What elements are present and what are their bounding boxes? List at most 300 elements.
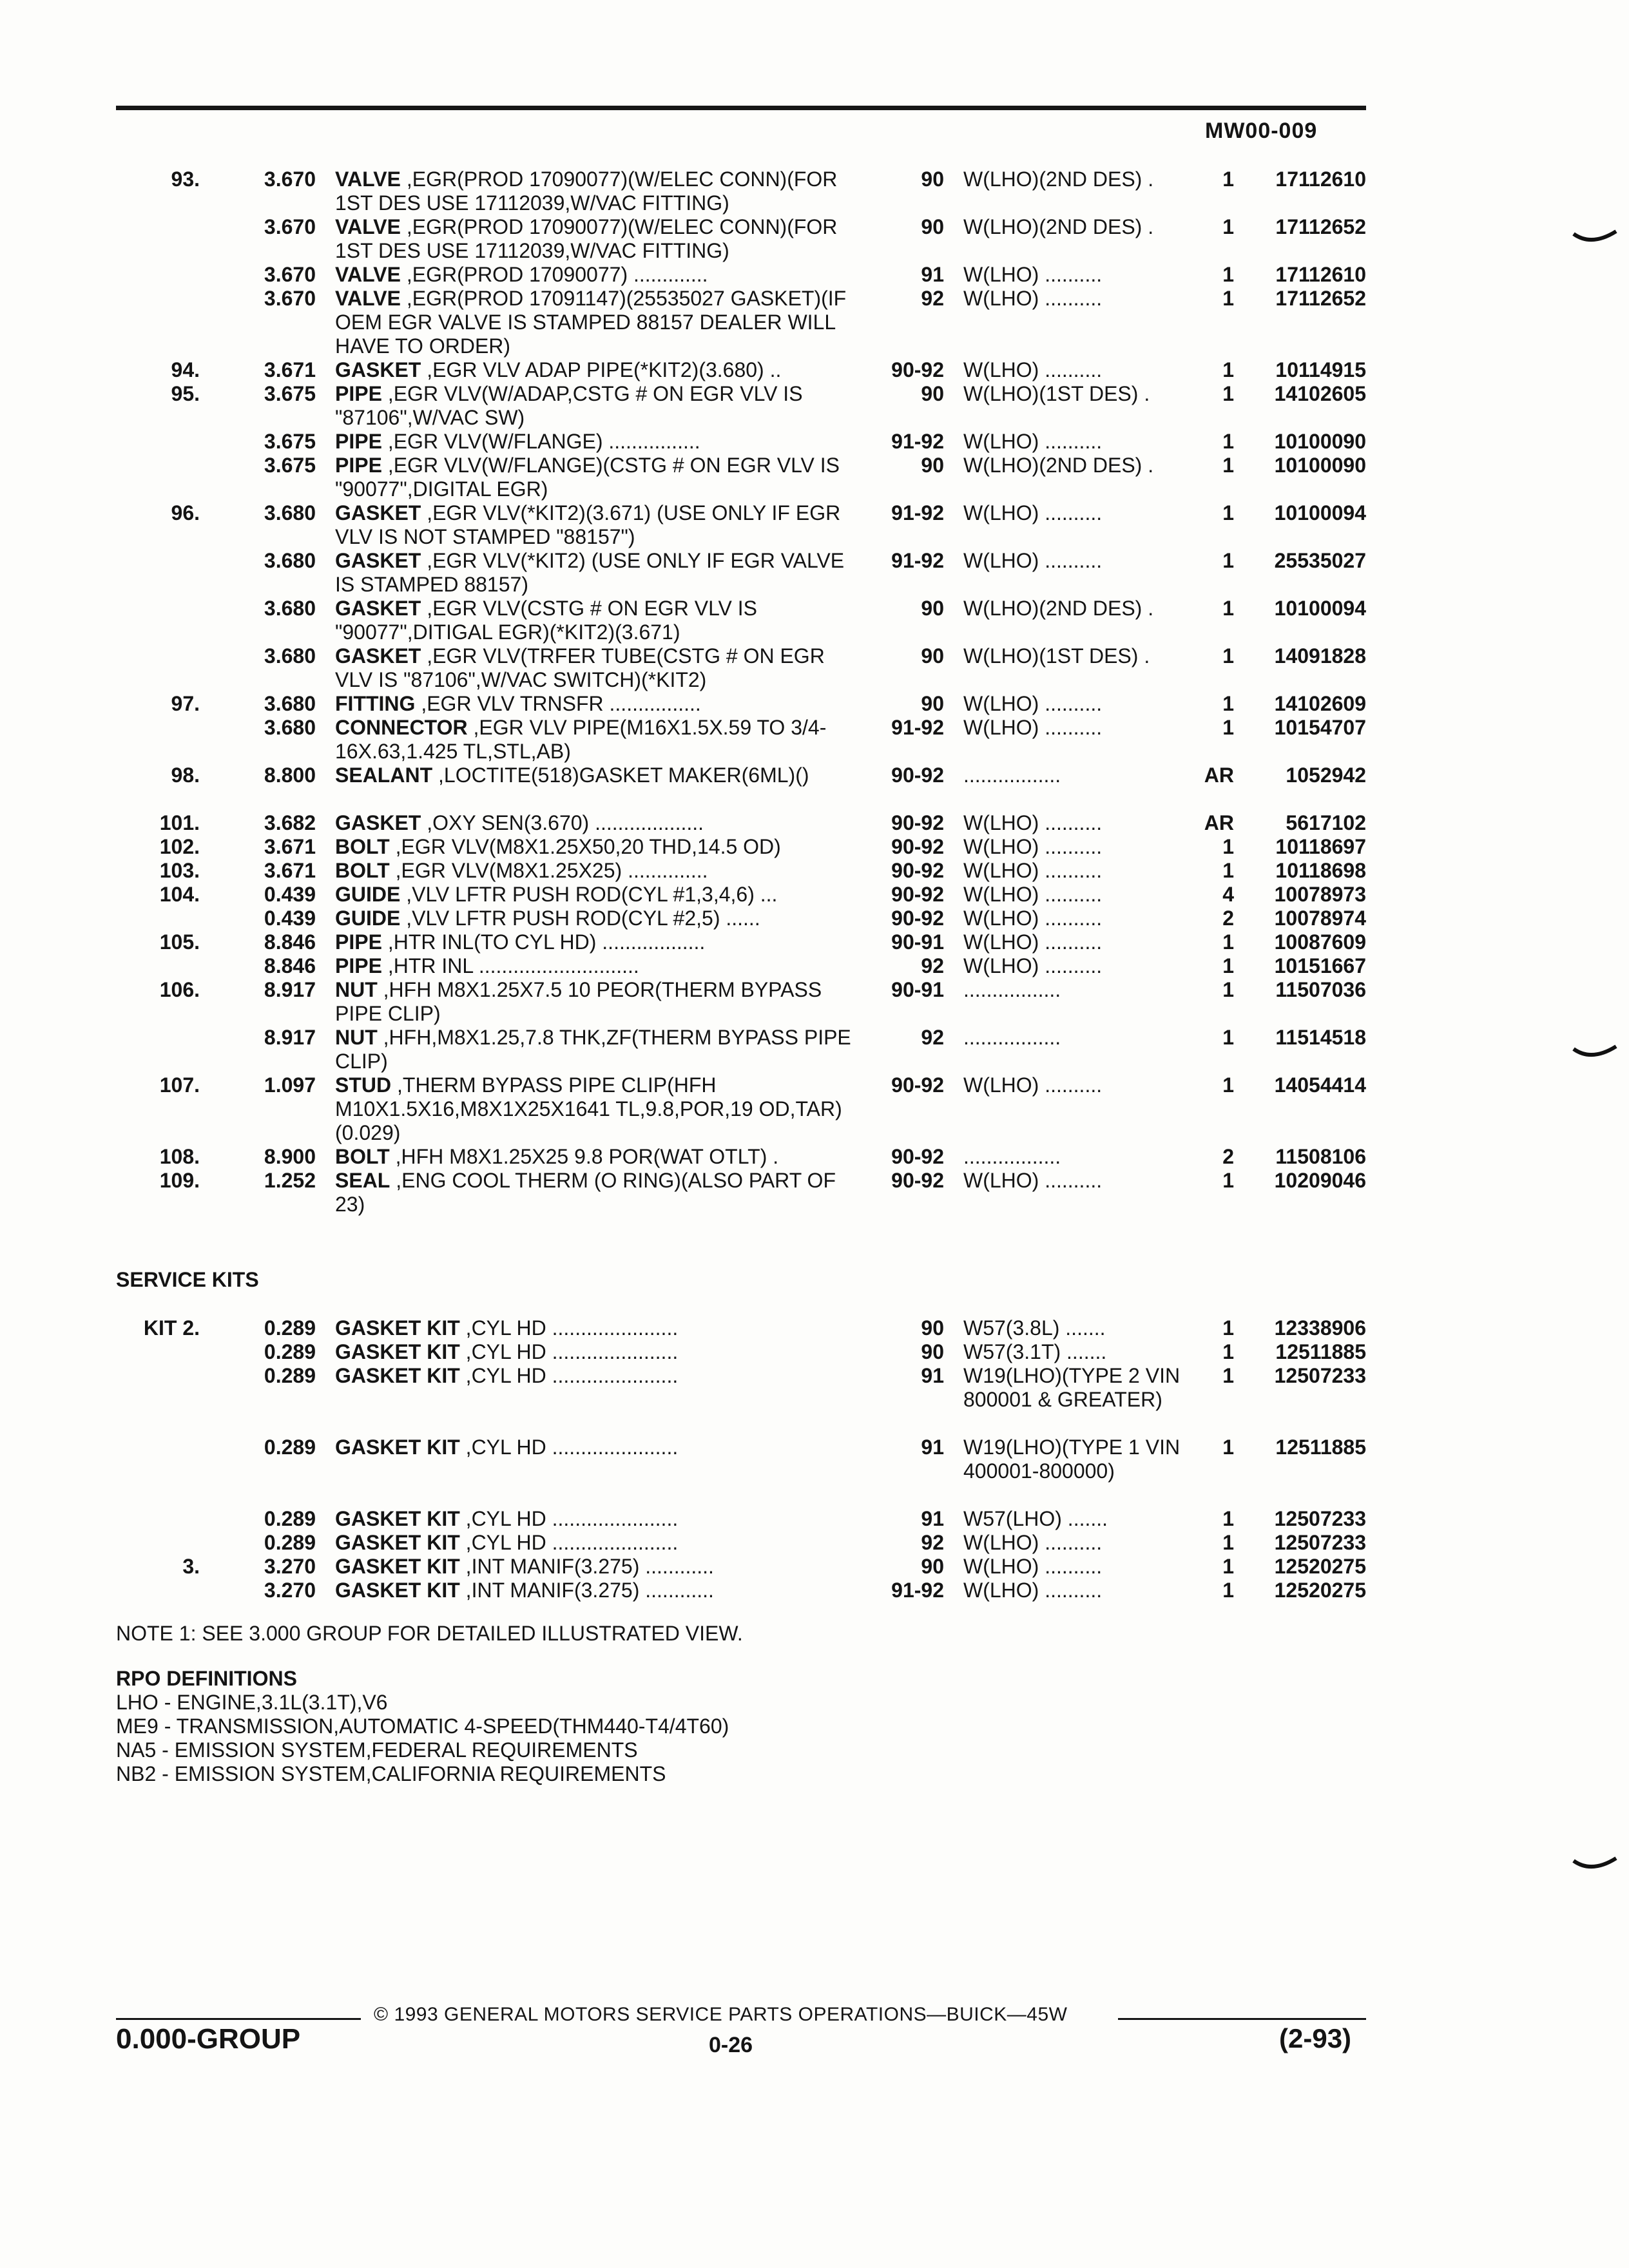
part-number: 10114915: [1275, 358, 1366, 381]
part-number: 10100090: [1274, 454, 1366, 477]
parts-row: [0, 430, 1629, 454]
footer-rule-left: [116, 2018, 361, 2020]
part-description: [335, 883, 863, 907]
ref-number: 104.: [159, 883, 200, 906]
part-description: [335, 1507, 863, 1531]
part-detail: ,EGR VLV(*KIT2) (USE ONLY IF EGR VALVE IS STAMPED 88157): [335, 549, 845, 596]
quantity: 2: [1222, 1145, 1234, 1168]
group-number: 1.097: [264, 1073, 316, 1097]
part-number: 14091828: [1274, 644, 1366, 668]
ref-number: 102.: [159, 835, 200, 858]
part-description: [335, 1340, 863, 1364]
part-name: VALVE: [335, 168, 401, 191]
part-detail: ,EGR VLV ADAP PIPE(*KIT2)(3.680) ..: [421, 358, 782, 381]
parts-row: [0, 644, 1629, 692]
part-name: BOLT: [335, 859, 390, 882]
parts-row: [0, 930, 1629, 954]
quantity: 1: [1222, 1436, 1234, 1459]
group-number: 3.680: [264, 644, 316, 668]
quantity: 2: [1222, 907, 1234, 930]
part-name: GASKET KIT: [335, 1555, 460, 1578]
model-years: 90: [921, 1316, 944, 1340]
group-number: 3.670: [264, 168, 316, 191]
usage-code: W(LHO)(1ST DES) .: [963, 644, 1150, 668]
group-number: 1.252: [264, 1169, 316, 1192]
usage-code: W(LHO) ..........: [963, 811, 1103, 834]
part-detail: ,HTR INL ............................: [381, 954, 639, 977]
top-rule: [116, 106, 1366, 110]
parts-row: [0, 1507, 1629, 1531]
parts-row: [0, 859, 1629, 883]
part-description: [335, 263, 863, 287]
quantity: 1: [1222, 716, 1234, 739]
group-number: 8.846: [264, 954, 316, 977]
usage-code: W(LHO) ..........: [963, 287, 1103, 310]
part-name: GASKET KIT: [335, 1531, 460, 1554]
part-name: GASKET KIT: [335, 1579, 460, 1602]
group-number: 0.289: [264, 1507, 316, 1530]
quantity: 1: [1222, 1364, 1234, 1387]
usage-code: W57(3.1T) .......: [963, 1340, 1107, 1363]
usage-code: W(LHO) ..........: [963, 1169, 1103, 1192]
model-years: 90: [921, 597, 944, 620]
part-description: [335, 835, 863, 859]
group-number: 3.675: [264, 430, 316, 453]
usage-code: W(LHO) ..........: [963, 358, 1103, 381]
part-name: GASKET KIT: [335, 1340, 460, 1363]
scan-mark: [1572, 229, 1617, 247]
part-description: [335, 215, 863, 263]
ref-number: 109.: [159, 1169, 200, 1192]
part-number: 12511885: [1275, 1436, 1366, 1459]
ref-number: 94.: [171, 358, 200, 381]
parts-row: [0, 1579, 1629, 1602]
part-number: 12511885: [1275, 1340, 1366, 1363]
part-name: VALVE: [335, 287, 401, 310]
quantity: 1: [1222, 1555, 1234, 1578]
ref-number: 3.: [182, 1555, 200, 1578]
group-number: 3.682: [264, 811, 316, 834]
part-name: PIPE: [335, 454, 382, 477]
model-years: 91-92: [891, 549, 944, 572]
usage-code: W(LHO) ..........: [963, 716, 1103, 739]
usage-code: W(LHO)(2ND DES) .: [963, 454, 1154, 477]
part-detail: ,THERM BYPASS PIPE CLIP(HFH M10X1.5X16,M8X1X25X1641 TL,9.8,POR,19 OD,TAR)(0.029): [335, 1073, 842, 1144]
parts-row: [0, 501, 1629, 549]
part-description: [335, 978, 863, 1026]
model-years: 90-92: [891, 859, 944, 882]
usage-code: W(LHO) ..........: [963, 930, 1103, 954]
part-detail: ,INT MANIF(3.275) ............: [459, 1579, 714, 1602]
model-years: 90: [921, 215, 944, 238]
part-description: [335, 454, 863, 501]
model-years: 91-92: [891, 430, 944, 453]
part-detail: ,EGR VLV(W/FLANGE)(CSTG # ON EGR VLV IS "90077",DIGITAL EGR): [335, 454, 840, 501]
model-years: 92: [921, 287, 944, 310]
part-detail: ,OXY SEN(3.670) ...................: [421, 811, 704, 834]
model-years: 90-92: [891, 1073, 944, 1097]
part-name: FITTING: [335, 692, 416, 715]
group-number: 3.670: [264, 263, 316, 286]
part-number: 10118697: [1275, 835, 1366, 858]
quantity: 4: [1222, 883, 1234, 906]
part-number: 10209046: [1274, 1169, 1366, 1192]
quantity: 1: [1222, 1531, 1234, 1554]
parts-row: [0, 287, 1629, 358]
usage-code: W(LHO)(2ND DES) .: [963, 597, 1154, 620]
quantity: 1: [1222, 859, 1234, 882]
quantity: AR: [1204, 811, 1234, 834]
part-number: 10100094: [1274, 597, 1366, 620]
parts-row: [0, 1073, 1629, 1145]
parts-row: [0, 883, 1629, 907]
quantity: 1: [1222, 549, 1234, 572]
part-number: 11507036: [1275, 978, 1366, 1001]
ref-number: 106.: [159, 978, 200, 1001]
part-name: NUT: [335, 1026, 378, 1049]
part-detail: ,CYL HD ......................: [459, 1364, 679, 1387]
rpo-title: RPO DEFINITIONS: [116, 1667, 297, 1690]
parts-row: [0, 358, 1629, 382]
part-detail: ,CYL HD ......................: [459, 1316, 679, 1340]
quantity: 1: [1222, 454, 1234, 477]
model-years: 90: [921, 168, 944, 191]
service-kits-list: [0, 1316, 1629, 1602]
group-number: 0.289: [264, 1316, 316, 1340]
part-number: 17112610: [1275, 263, 1366, 286]
part-detail: ,HFH M8X1.25X7.5 10 PEOR(THERM BYPASS PIPE CLIP): [335, 978, 822, 1025]
model-years: 91-92: [891, 716, 944, 739]
quantity: 1: [1222, 501, 1234, 524]
part-name: PIPE: [335, 930, 382, 954]
ref-number: 95.: [171, 382, 200, 405]
model-years: 90-92: [891, 1169, 944, 1192]
part-description: [335, 1531, 863, 1555]
scan-mark: [1572, 1044, 1617, 1062]
group-number: 3.675: [264, 382, 316, 405]
quantity: 1: [1222, 287, 1234, 310]
part-detail: ,ENG COOL THERM (O RING)(ALSO PART OF 23): [335, 1169, 836, 1216]
group-number: 3.270: [264, 1555, 316, 1578]
part-description: [335, 954, 863, 978]
group-number: 3.671: [264, 835, 316, 858]
model-years: 92: [921, 1026, 944, 1049]
model-years: 91: [921, 1364, 944, 1387]
group-number: 3.671: [264, 358, 316, 381]
part-detail: ,EGR(PROD 17090077)(W/ELEC CONN)(FOR 1ST DES USE 17112039,W/VAC FITTING): [335, 168, 838, 215]
rpo-definitions: [116, 1667, 729, 1786]
part-name: SEALANT: [335, 764, 433, 787]
part-number: 12507233: [1274, 1507, 1366, 1530]
rpo-item: NB2 - EMISSION SYSTEM,CALIFORNIA REQUIREMENTS: [116, 1762, 666, 1785]
parts-row: [0, 168, 1629, 215]
part-name: GASKET KIT: [335, 1316, 460, 1340]
part-description: [335, 859, 863, 883]
model-years: 90: [921, 382, 944, 405]
part-number: 12507233: [1274, 1364, 1366, 1387]
group-number: 3.270: [264, 1579, 316, 1602]
usage-code: W(LHO) ..........: [963, 692, 1103, 715]
parts-row: [0, 692, 1629, 716]
parts-row: [0, 1531, 1629, 1555]
usage-code: W(LHO) ..........: [963, 1555, 1103, 1578]
usage-code: W(LHO) ..........: [963, 907, 1103, 930]
part-detail: ,VLV LFTR PUSH ROD(CYL #2,5) ......: [400, 907, 760, 930]
part-detail: ,INT MANIF(3.275) ............: [459, 1555, 714, 1578]
quantity: 1: [1222, 930, 1234, 954]
part-detail: ,LOCTITE(518)GASKET MAKER(6ML)(): [432, 764, 809, 787]
parts-row: [0, 1340, 1629, 1364]
part-number: 10078973: [1274, 883, 1366, 906]
part-name: GASKET: [335, 549, 421, 572]
part-description: [335, 907, 863, 930]
quantity: 1: [1222, 954, 1234, 977]
part-description: [335, 764, 863, 787]
ref-number: 101.: [159, 811, 200, 834]
part-name: GASKET: [335, 358, 421, 381]
part-name: GUIDE: [335, 883, 401, 906]
part-detail: ,EGR VLV(*KIT2)(3.671) (USE ONLY IF EGR VLV IS NOT STAMPED "88157"): [335, 501, 841, 548]
part-number: 12520275: [1274, 1555, 1366, 1578]
model-years: 91: [921, 263, 944, 286]
quantity: 1: [1222, 1026, 1234, 1049]
usage-code: W(LHO) ..........: [963, 549, 1103, 572]
group-number: 3.675: [264, 454, 316, 477]
quantity: 1: [1222, 215, 1234, 238]
part-number: 1052942: [1286, 764, 1366, 787]
part-detail: ,CYL HD ......................: [459, 1436, 679, 1459]
service-kits-heading: SERVICE KITS: [116, 1268, 259, 1291]
part-description: [335, 1169, 863, 1216]
model-years: 90-92: [891, 1145, 944, 1168]
part-description: [335, 287, 863, 358]
part-name: GASKET KIT: [335, 1507, 460, 1530]
parts-row: [0, 597, 1629, 644]
part-name: GASKET: [335, 501, 421, 524]
part-description: [335, 716, 863, 764]
part-number: 10100090: [1274, 430, 1366, 453]
quantity: 1: [1222, 263, 1234, 286]
part-name: PIPE: [335, 430, 382, 453]
part-description: [335, 1026, 863, 1073]
part-number: 10118698: [1275, 859, 1366, 882]
usage-code: .................: [963, 764, 1061, 787]
parts-row: [0, 978, 1629, 1026]
ref-number: 105.: [159, 930, 200, 954]
parts-row: [0, 1145, 1629, 1169]
part-description: [335, 1579, 863, 1602]
quantity: 1: [1222, 835, 1234, 858]
parts-row: [0, 1316, 1629, 1340]
part-name: GASKET KIT: [335, 1364, 460, 1387]
part-number: 17112610: [1275, 168, 1366, 191]
part-name: BOLT: [335, 1145, 390, 1168]
parts-row: [0, 954, 1629, 978]
part-description: [335, 811, 863, 835]
parts-row: [0, 1555, 1629, 1579]
quantity: 1: [1222, 644, 1234, 668]
part-number: 12520275: [1274, 1579, 1366, 1602]
parts-row: [0, 1169, 1629, 1216]
group-number: 0.439: [264, 883, 316, 906]
part-description: [335, 430, 863, 454]
part-description: [335, 644, 863, 692]
footer-rule-right: [1118, 2018, 1366, 2020]
part-number: 10151667: [1274, 954, 1366, 977]
ref-number: 103.: [159, 859, 200, 882]
quantity: 1: [1222, 597, 1234, 620]
part-name: VALVE: [335, 215, 401, 238]
model-years: 90-91: [891, 930, 944, 954]
quantity: 1: [1222, 692, 1234, 715]
group-number: 3.670: [264, 215, 316, 238]
part-number: 14054414: [1274, 1073, 1366, 1097]
group-number: 8.800: [264, 764, 316, 787]
model-years: 90-92: [891, 811, 944, 834]
ref-number: 108.: [159, 1145, 200, 1168]
parts-row: [0, 716, 1629, 764]
part-detail: ,HTR INL(TO CYL HD) ..................: [381, 930, 706, 954]
model-years: 91: [921, 1507, 944, 1530]
part-number: 5617102: [1286, 811, 1366, 834]
part-name: PIPE: [335, 954, 382, 977]
part-description: [335, 168, 863, 215]
usage-code: .................: [963, 1026, 1061, 1049]
ref-number: 97.: [171, 692, 200, 715]
part-detail: ,EGR VLV(TRFER TUBE(CSTG # ON EGR VLV IS "87106",W/VAC SWITCH)(*KIT2): [335, 644, 825, 691]
group-number: 0.289: [264, 1340, 316, 1363]
usage-code: W(LHO) ..........: [963, 1531, 1103, 1554]
model-years: 90: [921, 1555, 944, 1578]
group-number: 8.846: [264, 930, 316, 954]
usage-code: W57(LHO) .......: [963, 1507, 1108, 1530]
rpo-item: NA5 - EMISSION SYSTEM,FEDERAL REQUIREMENTS: [116, 1738, 638, 1762]
parts-row: [0, 811, 1629, 835]
part-number: 14102605: [1274, 382, 1366, 405]
part-detail: ,EGR(PROD 17090077) .............: [400, 263, 708, 286]
footer-page-number: 0-26: [709, 2033, 753, 2057]
quantity: 1: [1222, 1316, 1234, 1340]
part-description: [335, 1316, 863, 1340]
note-line: NOTE 1: SEE 3.000 GROUP FOR DETAILED ILLUSTRATED VIEW.: [116, 1622, 743, 1645]
group-number: 3.670: [264, 287, 316, 310]
part-description: [335, 1555, 863, 1579]
parts-row: [0, 907, 1629, 930]
rpo-item: ME9 - TRANSMISSION,AUTOMATIC 4-SPEED(THM440-T4/4T60): [116, 1715, 729, 1738]
part-description: [335, 549, 863, 597]
quantity: 1: [1222, 1507, 1234, 1530]
usage-code: .................: [963, 978, 1061, 1001]
part-description: [335, 382, 863, 430]
part-detail: ,HFH,M8X1.25,7.8 THK,ZF(THERM BYPASS PIPE CLIP): [335, 1026, 851, 1073]
footer-copyright: © 1993 GENERAL MOTORS SERVICE PARTS OPERATIONS—BUICK—45W: [374, 2004, 1068, 2025]
part-description: [335, 930, 863, 954]
parts-row: [0, 215, 1629, 263]
part-name: GASKET: [335, 644, 421, 668]
group-number: 3.680: [264, 549, 316, 572]
model-years: 90: [921, 644, 944, 668]
part-detail: ,EGR VLV(W/FLANGE) ................: [381, 430, 700, 453]
part-description: [335, 1145, 863, 1169]
ref-number: 98.: [171, 764, 200, 787]
usage-code: W(LHO) ..........: [963, 1073, 1103, 1097]
usage-code: W(LHO)(2ND DES) .: [963, 215, 1154, 238]
usage-code: W(LHO)(1ST DES) .: [963, 382, 1150, 405]
part-detail: ,CYL HD ......................: [459, 1340, 679, 1363]
footer-group: 0.000-GROUP: [116, 2023, 301, 2055]
quantity: 1: [1222, 1340, 1234, 1363]
parts-row: [0, 1364, 1629, 1436]
part-detail: ,EGR(PROD 17090077)(W/ELEC CONN)(FOR 1ST DES USE 17112039,W/VAC FITTING): [335, 215, 838, 262]
model-years: 91: [921, 1436, 944, 1459]
ref-number: 93.: [171, 168, 200, 191]
group-number: 0.289: [264, 1531, 316, 1554]
group-number: 3.680: [264, 692, 316, 715]
model-years: 92: [921, 1531, 944, 1554]
part-number: 25535027: [1274, 549, 1366, 572]
part-number: 14102609: [1274, 692, 1366, 715]
parts-row: [0, 1436, 1629, 1507]
ref-number: 107.: [159, 1073, 200, 1097]
part-detail: ,EGR VLV TRNSFR ................: [415, 692, 701, 715]
model-years: 90: [921, 454, 944, 477]
quantity: 1: [1222, 358, 1234, 381]
footer-date: (2-93): [1279, 2023, 1352, 2053]
usage-code: W(LHO) ..........: [963, 883, 1103, 906]
part-detail: ,VLV LFTR PUSH ROD(CYL #1,3,4,6) ...: [400, 883, 778, 906]
group-number: 8.917: [264, 1026, 316, 1049]
group-number: 3.680: [264, 716, 316, 739]
part-detail: ,EGR VLV(M8X1.25X25) ..............: [389, 859, 708, 882]
parts-row: [0, 549, 1629, 597]
part-name: SEAL: [335, 1169, 390, 1192]
part-name: PIPE: [335, 382, 382, 405]
usage-code: W(LHO) ..........: [963, 835, 1103, 858]
usage-code: W(LHO)(2ND DES) .: [963, 168, 1154, 191]
part-detail: ,CYL HD ......................: [459, 1531, 679, 1554]
part-name: BOLT: [335, 835, 390, 858]
quantity: 1: [1222, 1579, 1234, 1602]
group-number: 8.900: [264, 1145, 316, 1168]
document-code: MW00-009: [1205, 119, 1318, 143]
part-number: 10078974: [1274, 907, 1366, 930]
parts-row: [0, 835, 1629, 859]
model-years: 90: [921, 692, 944, 715]
part-name: VALVE: [335, 263, 401, 286]
part-number: 10100094: [1274, 501, 1366, 524]
usage-code: W19(LHO)(TYPE 2 VIN 800001 & GREATER): [963, 1364, 1181, 1411]
part-number: 10154707: [1274, 716, 1366, 739]
part-number: 17112652: [1275, 287, 1366, 310]
model-years: 90-92: [891, 907, 944, 930]
model-years: 90-91: [891, 978, 944, 1001]
usage-code: W(LHO) ..........: [963, 430, 1103, 453]
usage-code: W(LHO) ..........: [963, 859, 1103, 882]
part-number: 11514518: [1275, 1026, 1366, 1049]
parts-row: [0, 382, 1629, 430]
usage-code: W57(3.8L) .......: [963, 1316, 1106, 1340]
model-years: 91-92: [891, 501, 944, 524]
ref-number: 96.: [171, 501, 200, 524]
ref-number: KIT 2.: [143, 1316, 200, 1340]
part-description: [335, 1364, 863, 1388]
group-number: 0.439: [264, 907, 316, 930]
part-description: [335, 1436, 863, 1459]
part-detail: ,EGR VLV PIPE(M16X1.5X.59 TO 3/4-16X.63,1.425 TL,STL,AB): [335, 716, 827, 763]
parts-row: [0, 454, 1629, 501]
part-detail: ,EGR VLV(W/ADAP,CSTG # ON EGR VLV IS "87106",W/VAC SW): [335, 382, 803, 429]
usage-code: W(LHO) ..........: [963, 501, 1103, 524]
